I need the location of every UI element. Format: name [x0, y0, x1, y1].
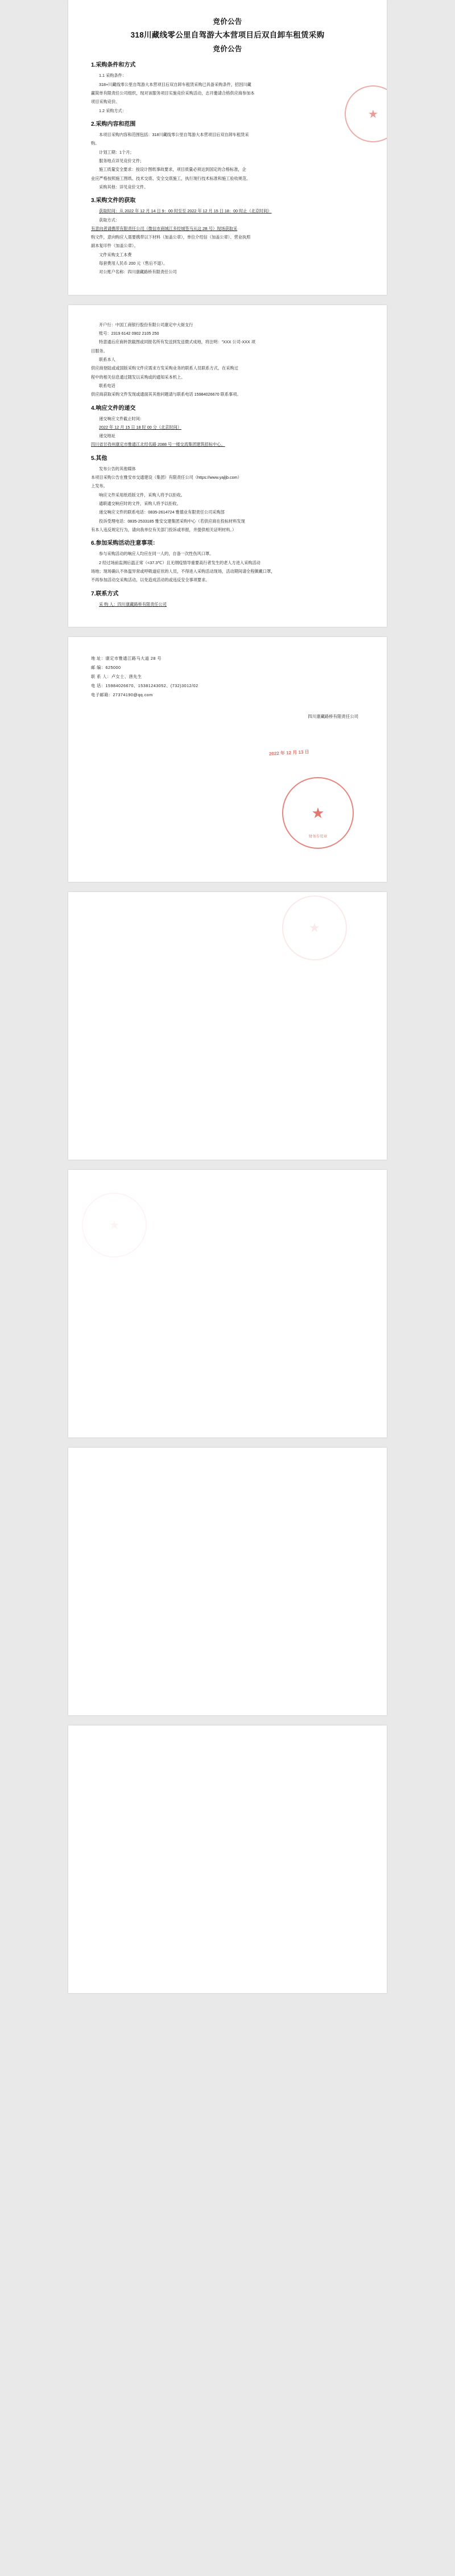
signature-area [91, 702, 364, 771]
section-item: 场地；现场确认不体温异常或呼吸道症状的人员，不得进入采购活动现场，活动期间请全程佩戴口罩， [91, 568, 275, 574]
section-item: 联系本人 [99, 356, 115, 362]
section-item: 1.2 采购方式： [99, 108, 126, 113]
section-item: 递交响应文件的联系电话：0835-2614724 雅德业有限责任公司采购部 [99, 510, 225, 515]
section-item: 特意通后应商转款截图或同报名所有发送到发送微式成地，将注明："XXX 公司-XXX 项 [99, 339, 255, 345]
section-item: 递交地址 [99, 433, 115, 439]
section-item: 发布公告的其他媒体 [99, 466, 136, 471]
page-title-line1: 竞价公告 [213, 18, 242, 26]
section-heading-6: 6.参加采购活动注意事项： [91, 540, 159, 547]
section-item: 采购其他：详见竞价文件。 [99, 184, 148, 190]
section-item: 每套费用人民币 200 元（售后不退）。 [99, 261, 168, 266]
section-item: 318+川藏线零公里自驾游大本营项目后双自卸车租赁采购已具备采购条件，招因川藏 [99, 81, 251, 87]
section-item: 不再参加活动交采购活动，以免造成活动的或违反安全事项要求。 [91, 577, 210, 583]
section-heading-3: 3.采购文件的获取 [91, 198, 136, 204]
section-item: 获取时间：从 2022 年 12 月 14 日 9：00 时至至 2022 年 12 月 15 日 18：00 时止（北京时间） [99, 208, 272, 214]
page-4 [68, 892, 387, 1160]
section-heading-2: 2.采购内容和范围 [91, 121, 136, 128]
section-item: 上发布。 [91, 483, 107, 489]
section-item: 施工质量安全要求：按设计图纸事故要求，项目质量必须达到国定的合格标准，企 [99, 167, 246, 172]
seal-bleed [82, 1193, 147, 1258]
section-item: 业应严格按照施工图纸、技术交底、安全交底施工，执行现行技术标准和施工验收规范。 [91, 175, 251, 181]
page-3 [68, 637, 387, 882]
company-seal-icon [82, 1193, 147, 1258]
section-item: 通联通交响应时的文件，采购人将予以拒收。 [99, 501, 181, 506]
company-seal-icon [282, 895, 347, 960]
section-item: 服务地点详见竞价文件； [99, 158, 144, 163]
section-item: 2022 年 12 月 15 日 18 时 00 分（北京时间） [99, 424, 182, 430]
section-heading-4: 4.响应文件的递交 [91, 405, 136, 412]
contact-email: 电子邮箱：27374190@qq.com [91, 692, 153, 698]
section-item: 文件采购支工本费 [99, 252, 132, 257]
page-7 [68, 1725, 387, 1993]
section-item: 1.1 采购条件： [99, 73, 126, 79]
seal-star-glyph: ★ [368, 108, 378, 121]
contact-address: 地 址：康定市雅通江路马大道 28 号 [91, 655, 162, 661]
page-title-line2: 318川藏线零公里自驾游大本营项目后双自卸车租赁采购 [130, 31, 325, 40]
company-seal-icon [282, 777, 354, 849]
section-heading-1: 1.采购条件和方式 [91, 62, 136, 69]
section-item: 有本人违反规定行为，请向我单位有关部门投诉或举报，并提供相关证明材料。） [91, 527, 237, 532]
page-title-line3: 竞价公告 [213, 45, 242, 54]
section-item: 账号：2319 6142 0902 2105 250 [99, 331, 159, 336]
section-item: 联系电话 [99, 383, 115, 388]
section-item: 项目采购竞价。 [91, 99, 120, 105]
seal-star-glyph: ★ [311, 804, 325, 821]
page-1 [68, 0, 387, 295]
section-item: 采 购 人：四川康藏路桥有限责任公司 [99, 601, 167, 607]
section-item: 供应商获取采购文件发现或通面其其他问题请与联系电话 15984026670 联系事项。 [91, 392, 241, 397]
page-5 [68, 1170, 387, 1437]
seal-star-glyph: ★ [309, 920, 320, 935]
section-item: 副本复印件（加盖公章）。 [91, 243, 138, 249]
section-item: 2 经过场前监测后温正常（<37.3℃）且无纲疫情导重要高行者发生的老人方进入采购活动 [99, 560, 260, 565]
section-item: 购。 [91, 141, 100, 146]
page-6 [68, 1448, 387, 1715]
section-item: 获取方式： [99, 217, 119, 223]
section-item: 四川省甘孜州康定市雅通江北经名路 2088 号一楼交流集团建筑招标中心。 [91, 442, 225, 447]
seal-star-glyph: ★ [109, 1217, 120, 1232]
section-item: 赢简单有限责任公司组织，现对该服务项目实施竞价采购活动，志开邀请合格供应商参加本 [91, 91, 255, 96]
section-item: 参与采购活动的响应人均应在同一人的，自备一次性伤风口罩。 [99, 551, 214, 557]
section-item: 程中的相关信息通过随发以采购或的通知采本机上。 [91, 374, 185, 380]
signature-date: 2022 年 12 月 13 日 [269, 749, 310, 757]
contact-postcode: 邮 编：625000 [91, 664, 121, 670]
section-heading-5: 5.其他 [91, 455, 107, 462]
signature-company [308, 713, 358, 721]
section-item: 目服务。 [91, 348, 107, 354]
contact-phone: 电 话：15984026670、15381243052、(732)3012/02 [91, 683, 198, 689]
section-item: 响应文件采用纸质版文件，采购人将予以拒收。 [99, 492, 185, 498]
section-item: 投诉受理电话：0835-2533185 雅安交建集团采购中心（若供应商在投标材料发现 [99, 518, 245, 524]
page-2 [68, 305, 387, 627]
section-heading-7: 7.联系方式 [91, 590, 119, 597]
contact-person: 联 系 人：卢女士、唐先生 [91, 674, 142, 680]
seal-bleed [282, 895, 347, 960]
section-item: 供应商登陆或或国版采购文件应需求方发采购业务的联系人员联系方式，在采购过 [91, 365, 238, 371]
section-item: 开户行：中国工商银行股份有限公司康定中大街支行 [99, 322, 193, 327]
section-item: 对公账户名称：四川康藏路桥有限责任公司 [99, 269, 177, 275]
section-item: 递交响应文件截止时间： [99, 416, 144, 421]
section-item: 本项目采购公告在雅安市交通建设（集团）有限责任公司（https://www.yajljb.com） [91, 475, 242, 480]
signature-company-name: 四川康藏路桥有限责任公司 [308, 714, 358, 720]
section-item: 有意向者请携带有限责任公司（微信市商城江多经城签马从这 2B 号）现场获取采 [91, 225, 238, 231]
seal-bottom-text: 财务专用章 [308, 834, 328, 839]
section-item: 本项目采购内容和范围包括：318川藏线零公里自驾游大本营项目后双自卸车租赁采 [99, 132, 249, 137]
contact-block [91, 654, 364, 700]
section-item: 计划工期：1个月； [99, 149, 134, 155]
section-item: 购文件，意向购应人需要携带以下材料（加盖公章），单位介绍信（加盖公章）、营业执照 [91, 235, 251, 240]
